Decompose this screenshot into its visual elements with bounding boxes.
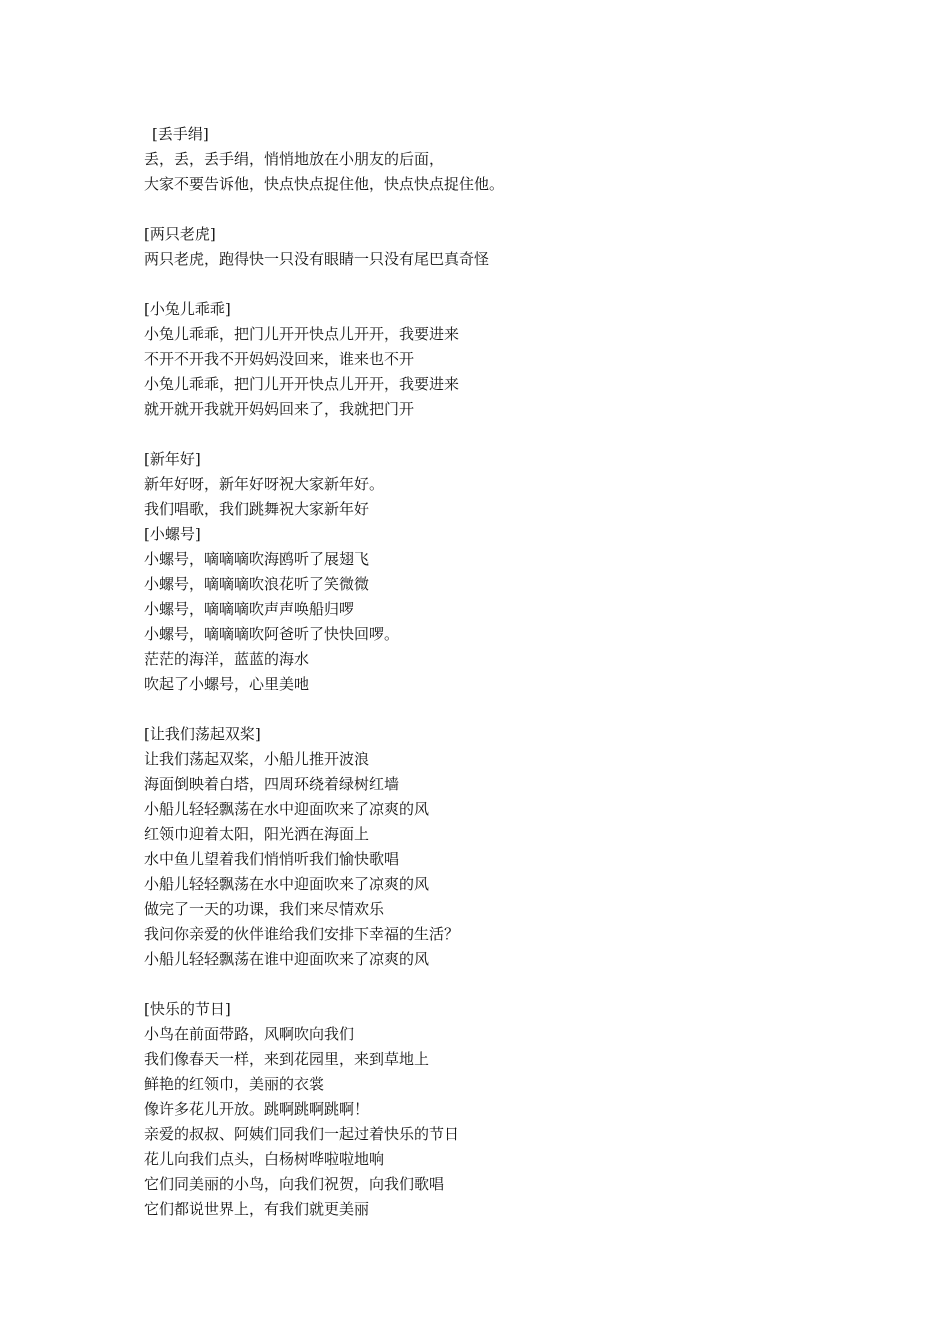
lyric-line: 小船儿轻轻飘荡在谁中迎面吹来了凉爽的风: [144, 950, 430, 968]
lyric-line: 小船儿轻轻飘荡在水中迎面吹来了凉爽的风: [144, 800, 430, 818]
paragraph-spacer: [144, 697, 844, 722]
lyric-line: 丢，丢，丢手绢，悄悄地放在小朋友的后面，: [144, 150, 445, 168]
lyric-line: 小螺号，嘀嘀嘀吹浪花听了笑微微: [144, 575, 370, 593]
lyric-line: 就开就开我就开妈妈回来了，我就把门开: [144, 400, 415, 418]
lyric-line: 亲爱的叔叔、阿姨们同我们一起过着快乐的节日: [144, 1125, 460, 1143]
song-title: [两只老虎]: [144, 225, 216, 243]
lyric-line: 小兔儿乖乖，把门儿开开快点儿开开，我要进来: [144, 325, 460, 343]
lyric-line: 小螺号，嘀嘀嘀吹阿爸听了快快回啰。: [144, 625, 400, 643]
lyric-line: 做完了一天的功课，我们来尽情欢乐: [144, 900, 385, 918]
lyric-line: 红领巾迎着太阳，阳光洒在海面上: [144, 825, 370, 843]
song-title: [快乐的节日]: [144, 1000, 231, 1018]
song-title: [新年好]: [144, 450, 201, 468]
lyric-line: 它们同美丽的小鸟，向我们祝贺，向我们歌唱: [144, 1175, 445, 1193]
paragraph-spacer: [144, 972, 844, 997]
lyric-line: 我们像春天一样，来到花园里，来到草地上: [144, 1050, 430, 1068]
lyric-line: 像许多花儿开放。跳啊跳啊跳啊！: [144, 1100, 370, 1118]
lyric-line: 花儿向我们点头，白杨树哗啦啦地响: [144, 1150, 385, 1168]
song-title: [让我们荡起双桨]: [144, 725, 261, 743]
lyric-line: 大家不要告诉他，快点快点捉住他，快点快点捉住他。: [144, 175, 505, 193]
lyric-line: 小螺号，嘀嘀嘀吹声声唤船归啰: [144, 600, 355, 618]
lyric-line: 小鸟在前面带路，风啊吹向我们: [144, 1025, 355, 1043]
lyric-line: 海面倒映着白塔，四周环绕着绿树红墙: [144, 775, 400, 793]
lyric-line: 让我们荡起双桨，小船儿推开波浪: [144, 750, 370, 768]
song-title: [小螺号]: [144, 525, 201, 543]
lyric-line: 吹起了小螺号，心里美吔: [144, 675, 310, 693]
lyric-line: 茫茫的海洋，蓝蓝的海水: [144, 650, 310, 668]
lyric-line: 小螺号，嘀嘀嘀吹海鸥听了展翅飞: [144, 550, 370, 568]
paragraph-spacer: [144, 422, 844, 447]
lyric-line: 不开不开我不开妈妈没回来，谁来也不开: [144, 350, 415, 368]
lyric-line: 两只老虎，跑得快一只没有眼睛一只没有尾巴真奇怪: [144, 250, 490, 268]
lyric-line: 新年好呀，新年好呀祝大家新年好。: [144, 475, 385, 493]
lyric-line: 鲜艳的红领巾，美丽的衣裳: [144, 1075, 325, 1093]
lyric-line: 小兔儿乖乖，把门儿开开快点儿开开，我要进来: [144, 375, 460, 393]
lyric-line: 它们都说世界上，有我们就更美丽: [144, 1200, 370, 1218]
song-title: [小兔儿乖乖]: [144, 300, 231, 318]
lyric-line: 我问你亲爱的伙伴谁给我们安排下幸福的生活？: [144, 925, 460, 943]
lyric-line: 我们唱歌，我们跳舞祝大家新年好: [144, 500, 370, 518]
lyric-line: 水中鱼儿望着我们悄悄听我们愉快歌唱: [144, 850, 400, 868]
song-title: [丢手绢]: [152, 125, 209, 143]
paragraph-spacer: [144, 272, 844, 297]
paragraph-spacer: [144, 197, 844, 222]
lyric-line: 小船儿轻轻飘荡在水中迎面吹来了凉爽的风: [144, 875, 430, 893]
document-body: [144, 122, 844, 1222]
